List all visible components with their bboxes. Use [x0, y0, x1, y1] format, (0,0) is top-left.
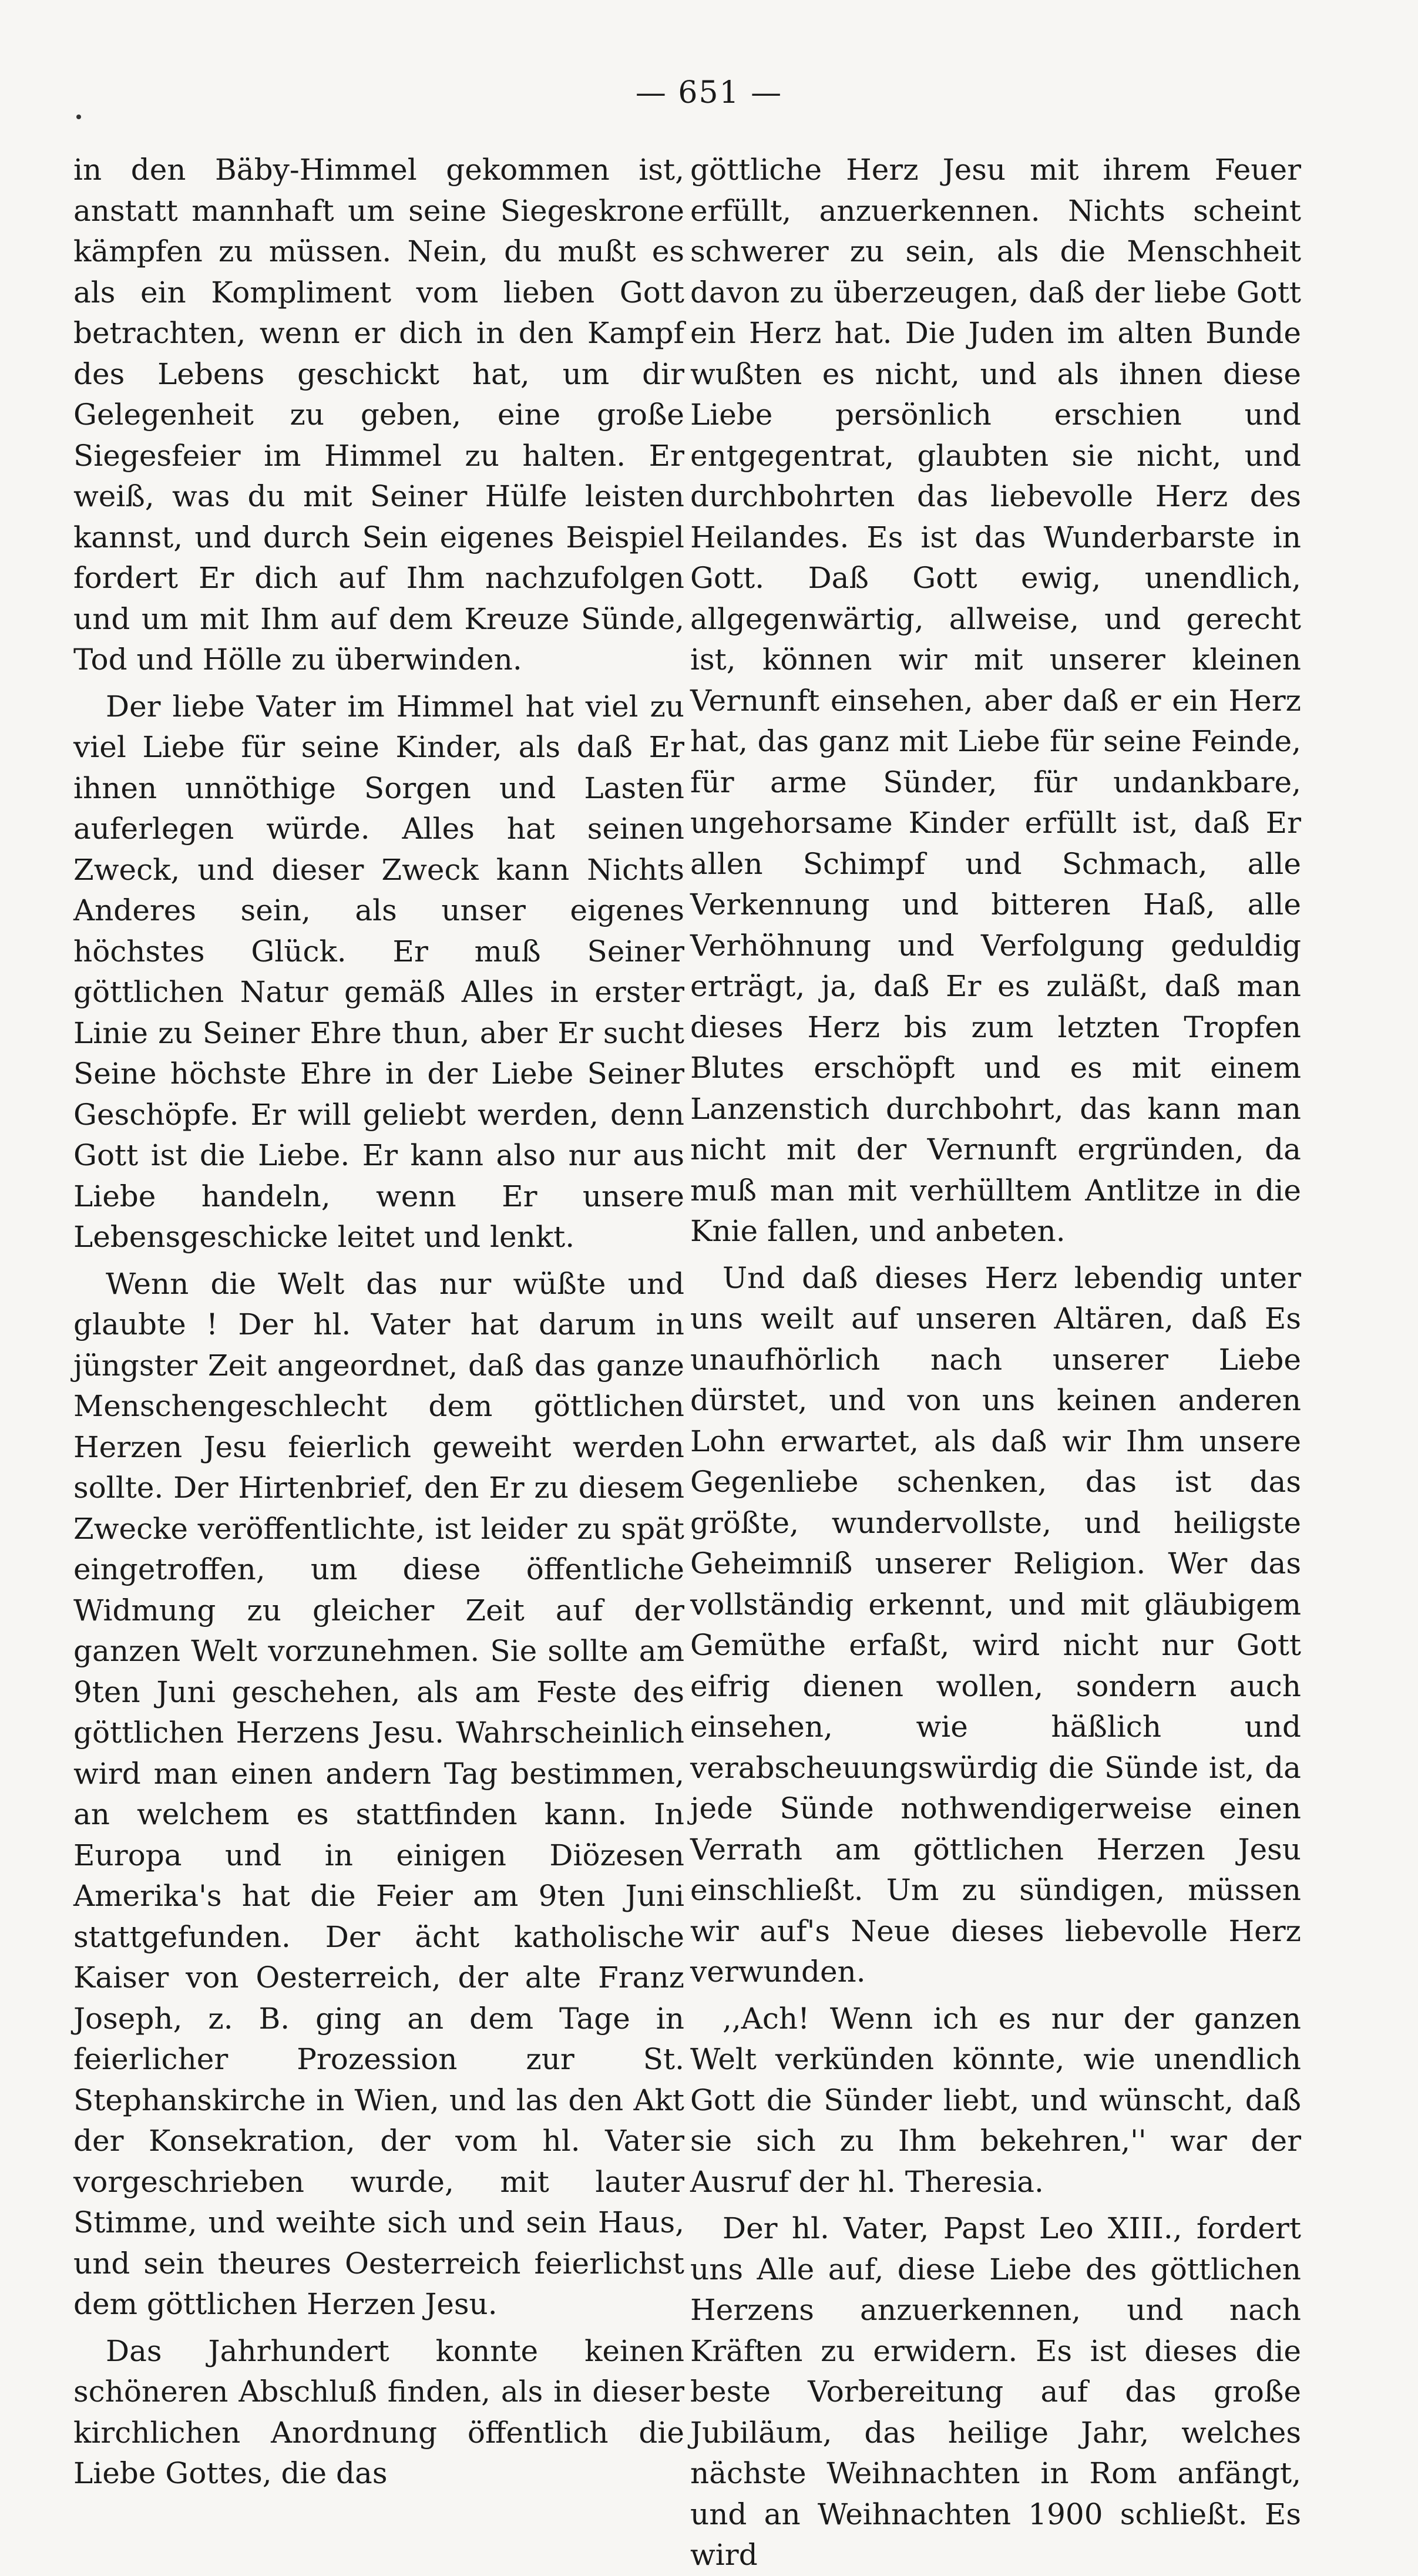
paragraph: Und daß dieses Herz lebendig unter uns weilt auf unseren Altären, daß Es unaufhörlich nach unserer Liebe dürstet, und von uns keinen anderen Lohn erwartet, als daß wir Ihm unsere Gegenliebe schenken, das ist das größte, wundervollste, und heiligste Geheimniß unserer Religion. Wer das vollständig erkennt, und mit gläubigem Gemüthe erfaßt, wird nicht nur Gott eifrig dienen wollen, sondern auch einsehen, wie häßlich und verabscheuungswürdig die Sünde ist, da jede Sünde nothwendigerweise einen Verrath am göttlichen Herzen Jesu einschließt. Um zu sündigen, müssen wir auf's Neue dieses liebevolle Herz verwunden. — [690, 1260, 1301, 1989]
paragraph: Der hl. Vater, Papst Leo XIII., fordert uns Alle auf, diese Liebe des göttlichen Herzens anzuerkennen, und nach Kräften zu erwidern. Es ist dieses die beste Vorbereitung auf das große Jubiläum, das heilige Jahr, welches nächste Weihnachten in Rom anfängt, und an Weihnachten 1900 schließt. Es wird — [690, 2211, 1301, 2572]
paragraph: göttliche Herz Jesu mit ihrem Feuer erfüllt, anzuerkennen. Nichts scheint schwerer zu sein, als die Menschheit davon zu überzeugen, daß der liebe Gott ein Herz hat. Die Juden im alten Bunde wußten es nicht, und als ihnen diese Liebe persönlich erschien und entgegentrat, glaubten sie nicht, und durchbohrten das liebevolle Herz des Heilandes. Es ist das Wunderbarste in Gott. Daß Gott ewig, unendlich, allgegenwärtig, allweise, und gerecht ist, können wir mit unserer kleinen Vernunft einsehen, aber daß er ein Herz hat, das ganz mit Liebe für seine Feinde, für arme Sünder, für undankbare, ungehorsame Kinder erfüllt ist, daß Er allen Schimpf und Schmach, alle Verkennung und bitteren Haß, alle Verhöhnung und Verfolgung geduldig erträgt, ja, daß Er es zuläßt, daß man dieses Herz bis zum letzten Tropfen Blutes erschöpft und es mit einem Lanzenstich durchbohrt, das kann man nicht mit der Vernunft ergründen, da muß man mit verhülltem Antlitze in die Knie fallen, und anbeten. — [690, 153, 1301, 1248]
paragraph: Wenn die Welt das nur wüßte und glaubte ! Der hl. Vater hat darum in jüngster Zeit angeordnet, daß das ganze Menschengeschlecht dem göttlichen Herzen Jesu feierlich geweiht werden sollte. Der Hirtenbrief, den Er zu diesem Zwecke veröffentlichte, ist leider zu spät eingetroffen, um diese öffentliche Widmung zu gleicher Zeit auf der ganzen Welt vorzunehmen. Sie sollte am 9ten Juni geschehen, als am Feste des göttlichen Herzens Jesu. Wahrscheinlich wird man einen andern Tag bestimmen, an welchem es stattfinden kann. In Europa und in einigen Diözesen Amerika's hat die Feier am 9ten Juni stattgefunden. Der ächt katholische Kaiser von Oesterreich, der alte Franz Joseph, z. B. ging an dem Tage in feierlicher Prozession zur St. Stephanskirche in Wien, und las den Akt der Konsekration, der vom hl. Vater vorgeschrieben wurde, mit lauter Stimme, und weihte sich und sein Haus, und sein theures Oesterreich feierlichst dem göttlichen Herzen Jesu. — [73, 1266, 684, 2321]
paragraph: in den Bäby-Himmel gekommen ist, anstatt mannhaft um seine Siegeskrone kämpfen zu müssen. Nein, du mußt es als ein Kompliment vom lieben Gott betrachten, wenn er dich in den Kampf des Lebens geschickt hat, um dir Gelegenheit zu geben, eine große Siegesfeier im Himmel zu halten. Er weiß, was du mit Seiner Hülfe leisten kannst, und durch Sein eigenes Beispiel fordert Er dich auf Ihm nachzufolgen und um mit Ihm auf dem Kreuze Sünde, Tod und Hölle zu überwinden. — [73, 153, 684, 677]
paragraph: ,,Ach! Wenn ich es nur der ganzen Welt verkünden könnte, wie unendlich Gott die Sünder liebt, und wünscht, daß sie sich zu Ihm bekehren,'' war der Ausruf der hl. Theresia. — [690, 2001, 1301, 2199]
paragraph: Der liebe Vater im Himmel hat viel zu viel Liebe für seine Kinder, als daß Er ihnen unnöthige Sorgen und Lasten auferlegen würde. Alles hat seinen Zweck, und dieser Zweck kann Nichts Anderes sein, als unser eigenes höchstes Glück. Er muß Seiner göttlichen Natur gemäß Alles in erster Linie zu Seiner Ehre thun, aber Er sucht Seine höchste Ehre in der Liebe Seiner Geschöpfe. Er will geliebt werden, denn Gott ist die Liebe. Er kann also nur aus Liebe handeln, wenn Er unsere Lebensgeschicke leitet und lenkt. — [73, 689, 684, 1254]
right-column — [690, 150, 1301, 2576]
left-column — [73, 150, 684, 2494]
paragraph: Das Jahrhundert konnte keinen schöneren Abschluß finden, als in dieser kirchlichen Anordnung öffentlich die Liebe Gottes, die das — [73, 2333, 684, 2490]
page-number: — 651 — — [635, 75, 783, 110]
page-mark — [76, 115, 81, 119]
